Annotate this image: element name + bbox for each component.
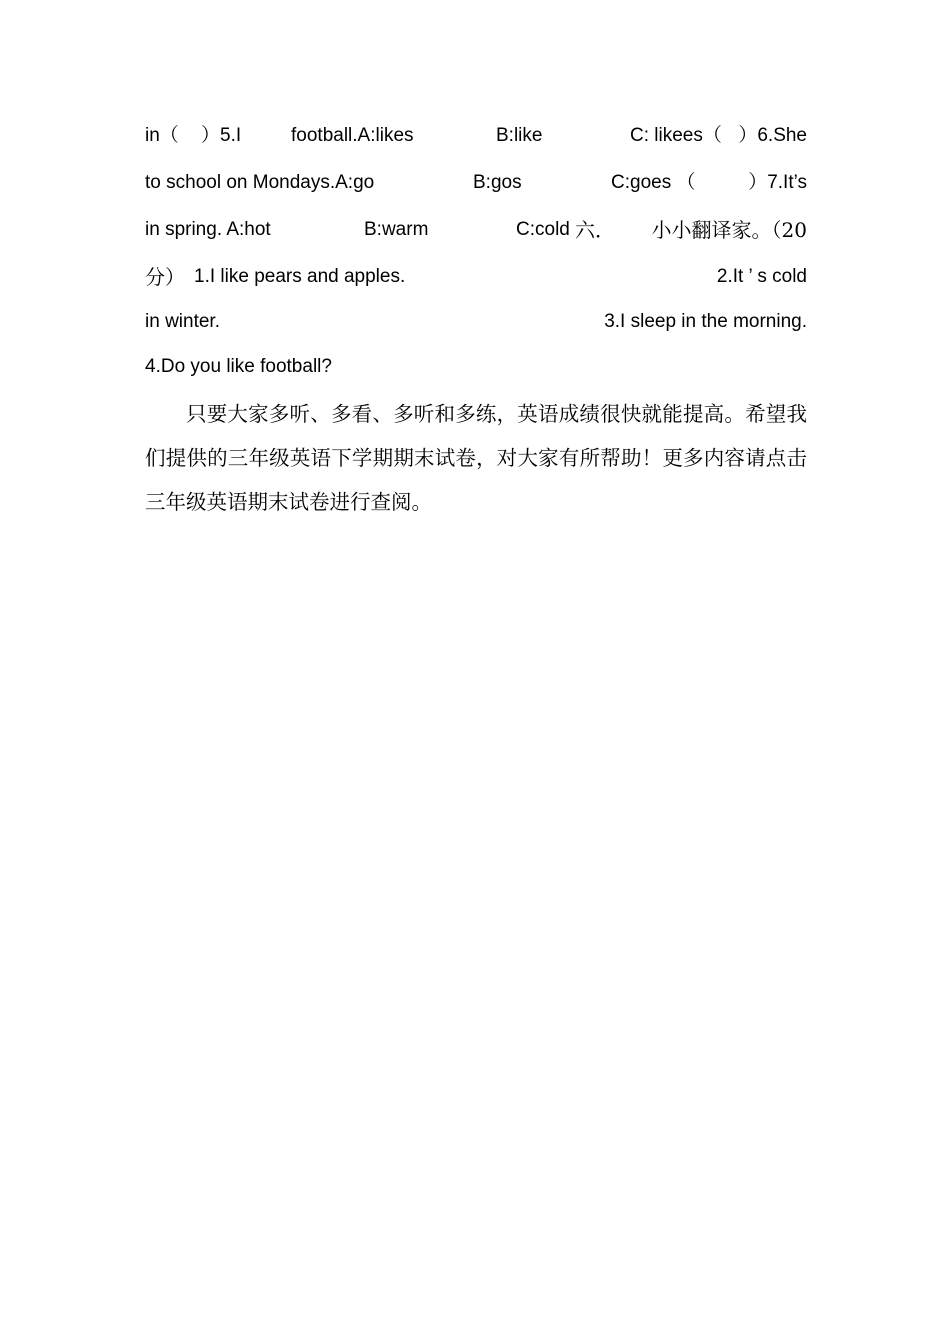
text-segment: ）5.I (201, 125, 242, 146)
text-segment: B:gos (473, 172, 522, 193)
text-segment: to school on Mondays.A:go (145, 172, 375, 193)
text-segment: in（ (145, 125, 179, 146)
score-note: 分） (145, 265, 185, 289)
text-segment: B:warm (364, 219, 429, 240)
closing-paragraph (145, 392, 807, 524)
text-segment: 4.Do you like football? (145, 356, 332, 377)
text-segment: B:like (496, 125, 543, 146)
text-segment: football.A:likes (291, 125, 414, 146)
text-segment: 3.I sleep in the morning. (604, 311, 807, 332)
exercise-line-6 (145, 352, 807, 382)
exercise-line-5 (145, 307, 807, 337)
text-segment: in spring. A:hot (145, 219, 271, 240)
exercise-line-4 (145, 262, 807, 292)
text-segment: in winter. (145, 311, 220, 332)
text-segment: ）7.It’s (748, 172, 807, 193)
text-segment: C: likees（ (630, 125, 722, 146)
exercise-line-3 (145, 215, 807, 245)
text-segment: C:goes （ (611, 172, 696, 193)
section-number: 六． (575, 218, 615, 242)
text-segment: C:cold (516, 219, 570, 240)
text-segment: 1.I like pears and apples. (194, 266, 406, 287)
text-segment: 2.It ’ s cold (716, 266, 807, 287)
text-segment: ）6.She (738, 125, 807, 146)
exercise-line-2 (145, 168, 807, 198)
section-heading: 小小翻译家。（20 (651, 218, 807, 242)
exercise-line-1 (145, 121, 807, 151)
closing-paragraph-text: 只要大家多听、多看、多听和多练，英语成绩很快就能提高。希望我们提供的三年级英语下学期期末试卷，对大家有所帮助！更多内容请点击三年级英语期末试卷进行查阅。 (145, 402, 807, 514)
